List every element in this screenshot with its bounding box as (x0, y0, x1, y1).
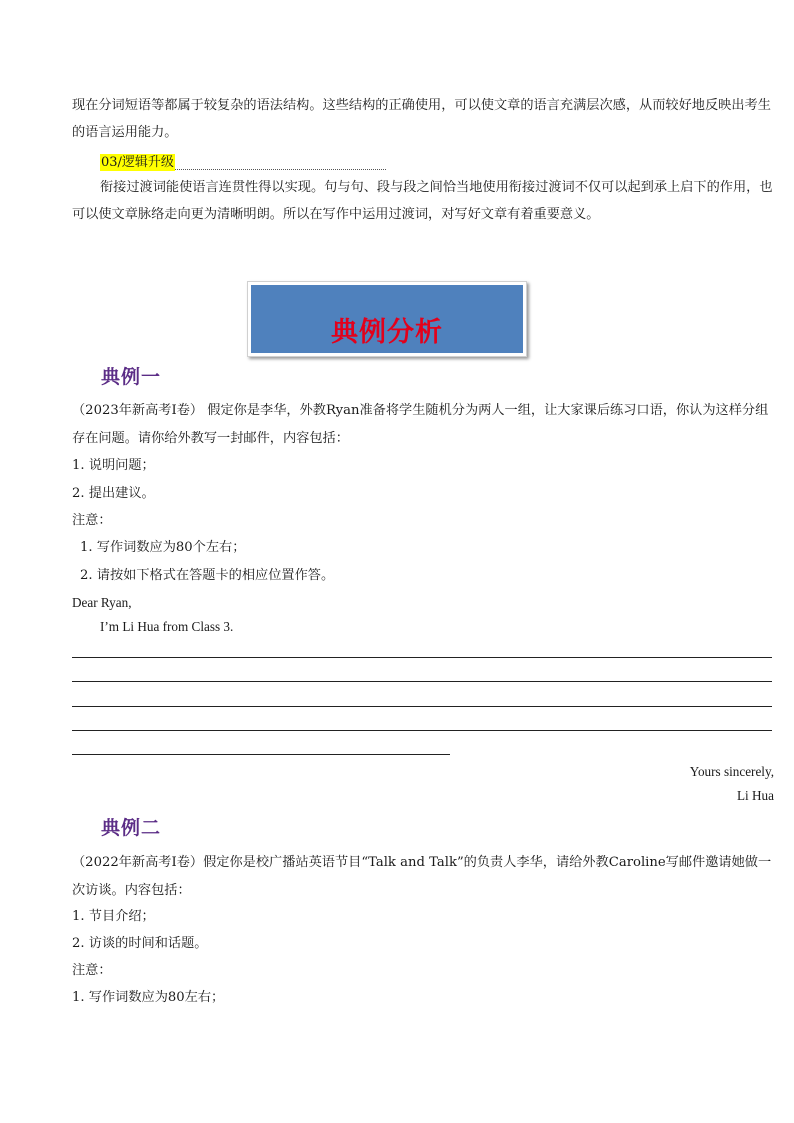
letter-opening: I’m Li Hua from Class 3. (100, 619, 234, 634)
example-1-item-1: 1. 说明问题； (72, 458, 155, 473)
example-2-title: 典例二 (101, 817, 162, 839)
example-2-item-2: 2. 访谈的时间和话题。 (72, 936, 208, 951)
example-1-note-label: 注意： (72, 513, 112, 528)
example-1-prompt: （2023年新高考Ⅰ卷） 假定你是李华，外教Ryan准备将学生随机分为两人一组，让大家课后练习口语，你认为这样分组存在问题。请你给外教写一封邮件，内容包括： (72, 403, 769, 446)
example-1-title: 典例一 (101, 366, 162, 388)
section-label-logic (100, 151, 386, 170)
example-1-item-2: 2. 提出建议。 (72, 486, 155, 501)
intro-paragraph-2: 衔接过渡词能使语言连贯性得以实现。句与句、段与段之间恰当地使用衔接过渡词不仅可以起到承上启下的作用，也可以使文章脉络走向更为清晰明朗。所以在写作中运用过渡词，对写好文章有着重要意义。 (72, 180, 773, 222)
section-banner (247, 281, 527, 357)
section-banner-title: 典例分析 (331, 317, 443, 348)
answer-line (72, 730, 772, 731)
letter-signature: Li Hua (737, 788, 774, 803)
example-1-note-1: 1. 写作词数应为80个左右； (80, 540, 246, 555)
section-banner-fill (251, 285, 523, 353)
letter-salutation: Dear Ryan, (72, 595, 132, 610)
answer-line (72, 706, 772, 707)
example-2-item-1: 1. 节目介绍； (72, 909, 155, 924)
intro-paragraph-1: 现在分词短语等都属于较复杂的语法结构。这些结构的正确使用，可以使文章的语言充满层次感，从而较好地反映出考生的语言运用能力。 (72, 98, 771, 140)
example-2-prompt: （2022年新高考Ⅰ卷）假定你是校广播站英语节目“Talk and Talk”的负责人李华，请给外教Caroline写邮件邀请她做一次访谈。内容包括： (72, 855, 772, 898)
answer-line (72, 657, 772, 658)
example-2-note-1: 1. 写作词数应为80左右； (72, 990, 225, 1005)
example-2-note-label: 注意： (72, 963, 112, 978)
letter-closing: Yours sincerely, (689, 764, 774, 779)
answer-line (72, 681, 772, 682)
example-1-note-2: 2. 请按如下格式在答题卡的相应位置作答。 (80, 568, 335, 583)
section-label-text: 03/逻辑升级 (101, 155, 174, 170)
answer-line (72, 754, 450, 755)
